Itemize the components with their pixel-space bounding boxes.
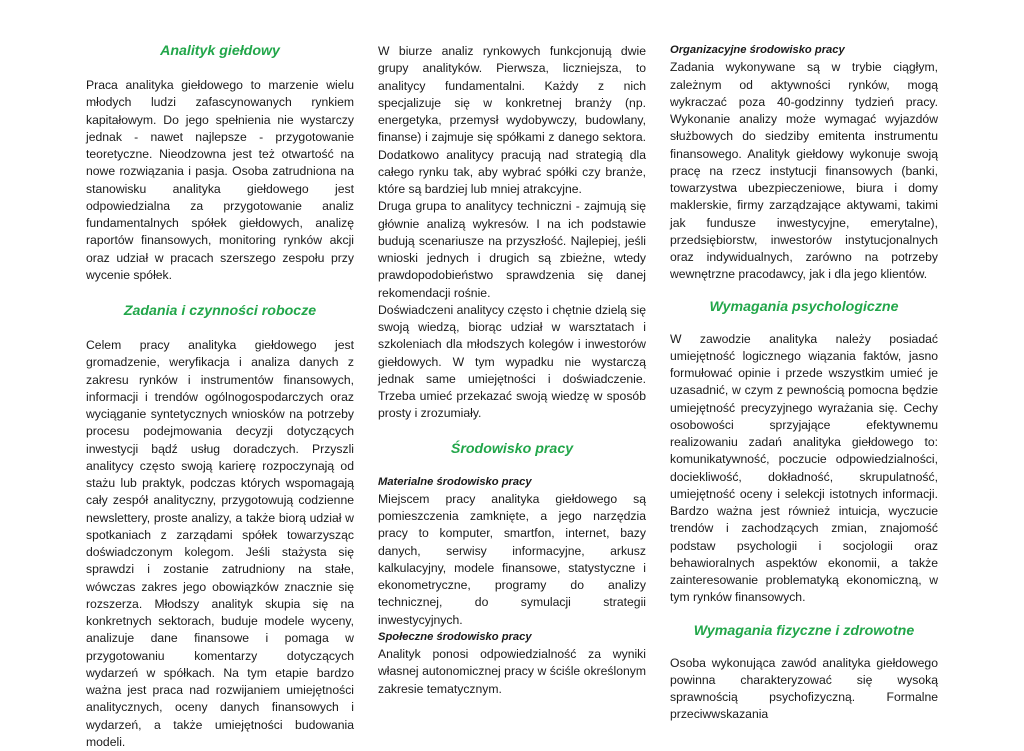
social-environment-paragraph: Analityk ponosi odpowiedzialność za wyniki własnej autonomicznej pracy w ściśle określonym zakresie tematycznym. <box>378 647 646 696</box>
psychological-paragraph: W zawodzie analityka należy posiadać umiejętność logicznego wiązania faktów, jasno formułować opinie i przede wszystkim umieć je uzasadnić, w czym z pewnością pomocna będzie umiejętność precyzyjnego wyrażania się. Cechy osobowości sprzyjające efektywnemu realizowaniu zadań analityka giełdowego to: komunikatywność, poczucie odpowiedzialności, dociekliwość, dokładność, skrupulatność, umiejętność oceny i selekcji istotnych informacji. Bardzo ważna jest również intuicja, wyczucie trendów i zachodzących zmian, znajomość podstaw psychologii i socjologii oraz behawioralnych aspektów ekonomii, a także zainteresowanie problematyką ekonomiczną, w tym rynków finansowych. <box>670 331 938 605</box>
material-environment-paragraph: Miejscem pracy analityka giełdowego są pomieszczenia zamknięte, a jego narzędzia pracy to komputer, smartfon, internet, bazy danych, serwisy informacyjne, arkusz kalkulacyjny, modele finansowe, statystyczne i ekonometryczne, programy do analizy technicznej, do symulacji strategii inwestycyjnych. <box>378 491 646 627</box>
intro-paragraph: Praca analityka giełdowego to marzenie wielu młodych ludzi zafascynowanych rynkiem kapitałowym. Do jego spełnienia nie wystarczy jednak - nawet najlepsze - przygotowanie teoretyczne. Nieodzowna jest też otwartość na nowe rozwiązania i pasja. Osoba zatrudniona na stanowisku analityka giełdowego jest odpowiedzialna za przygotowanie analiz fundamentalnych spółek giełdowych, analizę raportów finansowych, monitoring rynków akcji oraz udział w pracach szerszego zespołu przy wycenie spółek. <box>86 78 354 282</box>
heading-analityk-gieldowy: Analityk giełdowy <box>160 43 280 59</box>
column-1 <box>86 0 354 751</box>
analyst-groups-paragraph: W biurze analiz rynkowych funkcjonują dwie grupy analityków. Pierwsza, liczniejsza, to analitycy fundamentalni. Każdy z nich specjalizuje się w konkretnej branży (np. energetyka, przemysł wydobywczy, budowlany, finanse) i zajmuje się spółkami z danego sektora. Dodatkowo analitycy pracują nad strategią dla całego rynku tak, aby wybrać spółki czy branże, które są bardziej lub mniej atrakcyjne. <box>378 44 646 196</box>
tasks-paragraph: Celem pracy analityka giełdowego jest gromadzenie, weryfikacja i analiza danych z zakresu rynków i instrumentów finansowych, informacji i trendów ogólnogospodarczych oraz wyciąganie syntetycznych wniosków na potrzeby procesu podejmowania decyzji dotyczących inwestycji bądź usług doradczych. Przyszli analitycy często swoją karierę rozpoczynają od stażu lub praktyk, podczas których wspomagają cały zespół analityczny, przygotowują codzienne newslettery, proste analizy, a także biorą udział w spotkaniach z zarządami spółek towarzysząc doświadczonym kolegom. Jeśli stażysta się sprawdzi i zostanie zatrudniony na stałe, wówczas zakres jego obowiązków znacznie się rozszerza. Młodszy analityk skupia się na konkretnych sektorach, buduje modele wyceny, analizuje dane finansowe i pomaga w przygotowaniu komentarzy dotyczących wydarzeń w spółkach. Na tym etapie bardzo ważna jest praca nad rozwijaniem umiejętności analitycznych, oceny danych finansowych i wydarzeń, a także umiejętności budowania modeli. <box>86 338 354 749</box>
organizational-paragraph: Zadania wykonywane są w trybie ciągłym, zależnym od aktywności rynków, mogą wykraczać poza 40-godzinny tydzień pracy. Wykonanie analizy może wymagać wyjazdów służbowych do siedziby emitenta instrumentu finansowego. Analityk giełdowy wykonuje swoją pracę na rzecz instytucji finansowych (banki, towarzystwa ubezpieczeniowe, biura i domy maklerskie, firmy zarządzające aktywami, takimi jak fundusze inwestycyjne, emerytalne), przedsiębiorstw, inwestorów instytucjonalnych oraz indywidualnych, zarówno na potrzeby wewnętrzne pracodawcy, jak i dla jego klientów. <box>670 60 938 282</box>
subheading-materialne: Materialne środowisko pracy <box>378 475 532 488</box>
subheading-organizacyjne: Organizacyjne środowisko pracy <box>670 44 845 56</box>
technical-analysts-paragraph: Druga grupa to analitycy techniczni - zajmują się głównie analizą wykresów. I na ich podstawie budują scenariusze na przyszłość. Najlepiej, jeśli wnioski jednych i drugich są zbieżne, wtedy prawdopodobieństwo sprawdzenia się danej rekomendacji rośnie. <box>378 199 646 300</box>
heading-srodowisko-pracy: Środowisko pracy <box>450 440 574 457</box>
heading-zadania: Zadania i czynności robocze <box>123 303 317 319</box>
physical-paragraph: Osoba wykonująca zawód analityka giełdowego powinna charakteryzować się wysoką sprawnością psychofizyczną. Formalne przeciwwskazania <box>670 655 938 722</box>
heading-wymagania-psychologiczne: Wymagania psychologiczne <box>709 298 899 315</box>
experienced-analysts-paragraph: Doświadczeni analitycy często i chętnie dzielą się swoją wiedzą, biorąc udział w warsztatach i szkoleniach dla młodszych kolegów i inwestorów giełdowych. W tym wypadku nie wystarczą jednak same umiejętności i doświadczenie. Trzeba umieć przekazać swoją wiedzę w sposób prosty i zrozumiały. <box>378 302 646 421</box>
subheading-spoleczne: Społeczne środowisko pracy <box>378 630 532 643</box>
heading-wymagania-fizyczne: Wymagania fizyczne i zdrowotne <box>693 622 915 639</box>
column-3 <box>670 0 938 724</box>
column-2 <box>378 0 646 698</box>
